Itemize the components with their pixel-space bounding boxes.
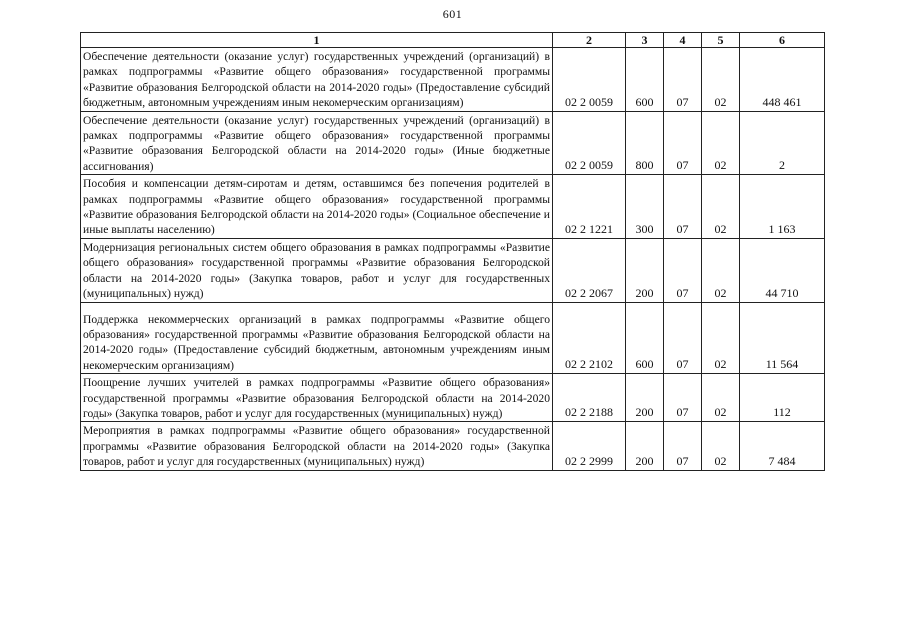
table-row — [81, 238, 825, 302]
col-header-type: 3 — [626, 33, 664, 48]
row-code: 02 2 2067 — [553, 238, 626, 302]
row-section: 07 — [664, 422, 702, 470]
row-type: 800 — [626, 111, 664, 175]
row-subsection: 02 — [702, 302, 740, 374]
row-description: Модернизация региональных систем общего образования в рамках подпрограммы «Развитие общего образования» государственной программы «Развитие образования Белгородской области на 2014-2020 годы» (Закупка товаров, работ и услуг для государственных (муниципальных) нужд) — [81, 238, 553, 302]
table-row — [81, 302, 825, 374]
col-header-description: 1 — [81, 33, 553, 48]
row-amount: 11 564 — [740, 302, 825, 374]
row-subsection: 02 — [702, 422, 740, 470]
row-description: Пособия и компенсации детям-сиротам и детям, оставшимся без попечения родителей в рамках подпрограммы «Развитие общего образования» государственной программы «Развитие образования Белгородской области на 2014-2020 годы» (Социальное обеспечение и иные выплаты населению) — [81, 175, 553, 239]
col-header-code: 2 — [553, 33, 626, 48]
row-code: 02 2 1221 — [553, 175, 626, 239]
row-amount: 7 484 — [740, 422, 825, 470]
table-row — [81, 48, 825, 112]
row-subsection: 02 — [702, 111, 740, 175]
row-section: 07 — [664, 111, 702, 175]
row-code: 02 2 0059 — [553, 111, 626, 175]
budget-table — [80, 32, 825, 471]
table-row — [81, 374, 825, 422]
row-description: Мероприятия в рамках подпрограммы «Развитие общего образования» государственной программы «Развитие образования Белгородской области на 2014-2020 годы» (Закупка товаров, работ и услуг для государственных (муниципальных) нужд) — [81, 422, 553, 470]
row-type: 200 — [626, 422, 664, 470]
row-subsection: 02 — [702, 175, 740, 239]
col-header-section: 4 — [664, 33, 702, 48]
col-header-subsection: 5 — [702, 33, 740, 48]
table-row — [81, 111, 825, 175]
row-section: 07 — [664, 302, 702, 374]
row-type: 200 — [626, 238, 664, 302]
row-amount: 112 — [740, 374, 825, 422]
row-section: 07 — [664, 374, 702, 422]
row-type: 600 — [626, 302, 664, 374]
row-type: 300 — [626, 175, 664, 239]
row-section: 07 — [664, 48, 702, 112]
row-subsection: 02 — [702, 238, 740, 302]
table-header-row — [81, 33, 825, 48]
row-subsection: 02 — [702, 48, 740, 112]
row-amount: 44 710 — [740, 238, 825, 302]
row-code: 02 2 2188 — [553, 374, 626, 422]
row-code: 02 2 2102 — [553, 302, 626, 374]
row-subsection: 02 — [702, 374, 740, 422]
row-type: 200 — [626, 374, 664, 422]
table-row — [81, 175, 825, 239]
row-code: 02 2 0059 — [553, 48, 626, 112]
row-description: Обеспечение деятельности (оказание услуг) государственных учреждений (организаций) в рамках подпрограммы «Развитие общего образования» государственной программы «Развитие образования Белгородской области на 2014-2020 годы» (Предоставление субсидий бюджетным, автономным учреждениям иным некомерческим организациям) — [81, 48, 553, 112]
row-section: 07 — [664, 238, 702, 302]
row-description: Поощрение лучших учителей в рамках подпрограммы «Развитие общего образования» государственной программы «Развитие образования Белгородской области на 2014-2020 годы» (Закупка товаров, работ и услуг для государственных (муниципальных) нужд) — [81, 374, 553, 422]
row-section: 07 — [664, 175, 702, 239]
col-header-amount: 6 — [740, 33, 825, 48]
row-amount: 2 — [740, 111, 825, 175]
row-description: Поддержка некоммерческих организаций в рамках подпрограммы «Развитие общего образования» государственной программы «Развитие образования Белгородской области на 2014-2020 годы» (Предоставление субсидий бюджетным, автономным учреждениям иным некомерческим организациям) — [81, 302, 553, 374]
row-amount: 448 461 — [740, 48, 825, 112]
row-amount: 1 163 — [740, 175, 825, 239]
row-code: 02 2 2999 — [553, 422, 626, 470]
page-number: 601 — [442, 7, 463, 21]
table-row — [81, 422, 825, 470]
row-type: 600 — [626, 48, 664, 112]
row-description: Обеспечение деятельности (оказание услуг) государственных учреждений (организаций) в рамках подпрограммы «Развитие общего образования» государственной программы «Развитие образования Белгородской области на 2014-2020 годы» (Иные бюджетные ассигнования) — [81, 111, 553, 175]
